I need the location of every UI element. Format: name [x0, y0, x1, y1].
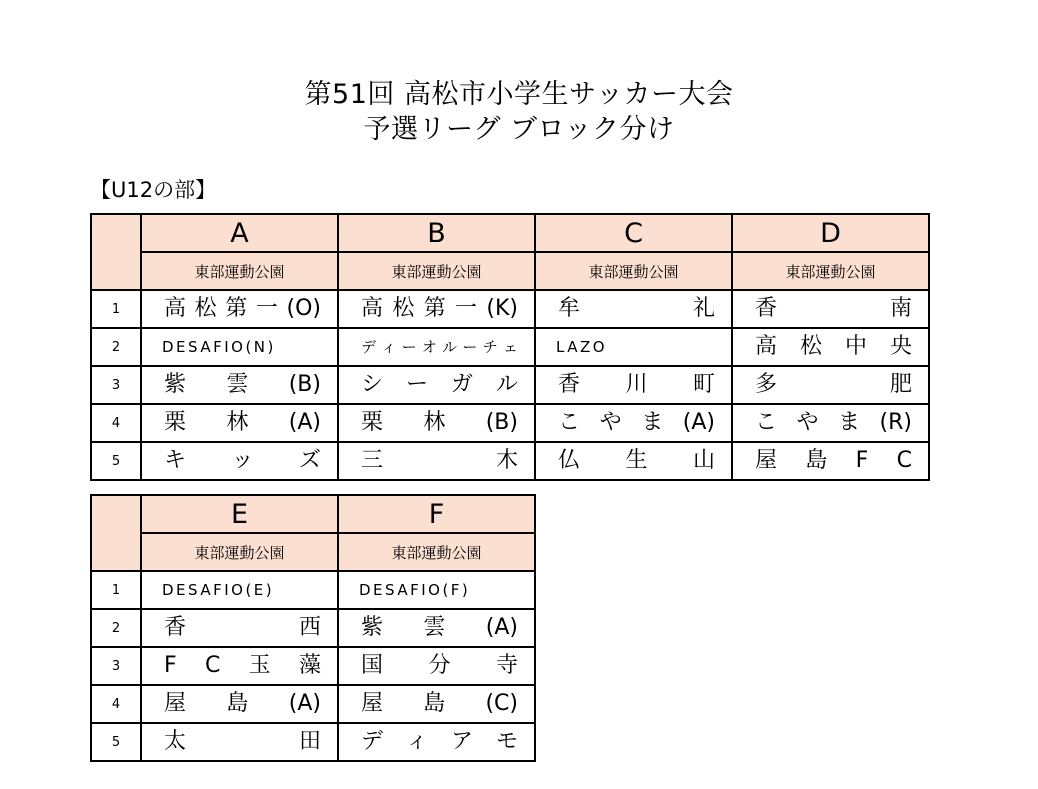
team-name-char: ー: [401, 338, 417, 356]
row-number: 5: [91, 442, 141, 480]
team-name: [339, 653, 534, 679]
team-name-char: 紫: [164, 372, 187, 397]
team-name: [339, 334, 534, 360]
team-name-char: 雲: [423, 615, 446, 640]
team-name-char: 香: [755, 296, 778, 321]
team-name-char: 央: [889, 334, 912, 359]
team-name-char: 第: [423, 296, 446, 321]
team-name-char: ッ: [231, 448, 254, 473]
team-row: [91, 366, 929, 404]
team-name: [733, 448, 928, 474]
team-name: [142, 653, 337, 679]
team-cell: [338, 685, 535, 723]
team-cell: [141, 685, 338, 723]
team-name-char: チ: [482, 338, 498, 356]
team-cell: [535, 404, 732, 442]
team-name-char: (B): [288, 372, 321, 397]
block-header-row: [91, 495, 535, 533]
team-name-char: 一: [455, 296, 478, 321]
team-name: [142, 448, 337, 474]
team-row: [91, 290, 929, 328]
row-number: 2: [91, 609, 141, 647]
team-row: [91, 571, 535, 609]
team-cell: [141, 404, 338, 442]
page-subtitle: 予選リーグ ブロック分け: [363, 114, 675, 145]
venue-label: 東部運動公園: [338, 252, 535, 290]
team-name-char: 三: [361, 448, 384, 473]
team-name: [733, 296, 928, 322]
team-name-char: や: [599, 410, 622, 435]
team-name-char: モ: [495, 729, 518, 754]
team-name-char: 島: [423, 691, 446, 716]
team-name-char: ィ: [405, 729, 428, 754]
team-name-char: オ: [421, 338, 437, 356]
team-name-char: ガ: [450, 372, 473, 397]
team-cell: [535, 366, 732, 404]
block-label: A: [141, 214, 338, 252]
team-name-char: (C): [485, 691, 518, 716]
team-cell: [535, 328, 732, 366]
team-cell: [338, 404, 535, 442]
team-cell: [338, 366, 535, 404]
row-number: 1: [91, 290, 141, 328]
team-name-char: 仏: [558, 448, 581, 473]
team-name: [339, 448, 534, 474]
page-title: 第51回 高松市小学生サッカー大会: [304, 79, 734, 110]
venue-label: 東部運動公園: [732, 252, 929, 290]
team-row: [91, 723, 535, 761]
block-label: D: [732, 214, 929, 252]
team-name: [733, 410, 928, 436]
team-name-char: 太: [164, 729, 187, 754]
team-cell: [338, 442, 535, 480]
team-row: [91, 685, 535, 723]
team-cell: [141, 609, 338, 647]
team-name-char: 玉: [248, 653, 271, 678]
team-name-char: 香: [558, 372, 581, 397]
team-name-char: (B): [485, 410, 518, 435]
team-name-char: F: [855, 448, 869, 473]
row-number: 5: [91, 723, 141, 761]
block-table-a-d: [90, 213, 930, 481]
team-name-char: こ: [558, 410, 581, 435]
team-name-char: (A): [288, 410, 321, 435]
team-name-char: (A): [682, 410, 715, 435]
team-row: [91, 404, 929, 442]
team-name-char: 肥: [889, 372, 912, 397]
block-label: E: [141, 495, 338, 533]
corner-cell: [91, 495, 141, 571]
team-name-char: 高: [361, 296, 384, 321]
team-name-char: デ: [361, 338, 377, 356]
team-name-char: C: [204, 653, 221, 678]
team-name: [142, 410, 337, 436]
team-name-char: 香: [164, 615, 187, 640]
team-name-char: 牟: [558, 296, 581, 321]
team-name-char: 西: [298, 615, 321, 640]
team-name-char: 屋: [361, 691, 384, 716]
team-cell: [732, 366, 929, 404]
team-cell: [535, 442, 732, 480]
team-name-char: ル: [442, 338, 458, 356]
venue-label: 東部運動公園: [141, 533, 338, 571]
team-name-char: (A): [288, 691, 321, 716]
team-name: DESAFIO(F): [359, 581, 471, 599]
row-number: 1: [91, 571, 141, 609]
team-name-char: 町: [692, 372, 715, 397]
team-cell: [141, 571, 338, 609]
team-name-char: ー: [405, 372, 428, 397]
block-header-row: [91, 214, 929, 252]
team-name-char: ェ: [502, 338, 518, 356]
team-name: [142, 296, 337, 322]
team-cell: [732, 442, 929, 480]
team-name-char: F: [164, 653, 177, 678]
team-name-char: ま: [641, 410, 664, 435]
team-name: [142, 615, 337, 641]
team-name-char: 礼: [692, 296, 715, 321]
team-cell: [141, 723, 338, 761]
team-name-char: ー: [462, 338, 478, 356]
team-name-char: 屋: [755, 448, 778, 473]
team-name-char: 藻: [298, 653, 321, 678]
team-row: [91, 647, 535, 685]
team-name-char: 栗: [361, 410, 384, 435]
team-name-char: C: [896, 448, 912, 473]
team-name-char: 紫: [361, 615, 384, 640]
team-name-char: (A): [485, 615, 518, 640]
team-name-char: ま: [838, 410, 861, 435]
team-cell: [338, 723, 535, 761]
block-label: B: [338, 214, 535, 252]
team-name: [733, 372, 928, 398]
team-cell: [141, 328, 338, 366]
team-name-char: 第: [225, 296, 248, 321]
team-name-char: 木: [495, 448, 518, 473]
team-name-char: 島: [226, 691, 249, 716]
team-name-char: 一: [255, 296, 278, 321]
team-name-char: 雲: [226, 372, 249, 397]
row-number: 3: [91, 647, 141, 685]
team-name-char: キ: [164, 448, 187, 473]
team-name: [536, 448, 731, 474]
corner-cell: [91, 214, 141, 290]
team-cell: [535, 290, 732, 328]
team-name-char: 南: [889, 296, 912, 321]
team-cell: [141, 290, 338, 328]
row-number: 3: [91, 366, 141, 404]
team-cell: [141, 442, 338, 480]
team-name: [142, 691, 337, 717]
team-cell: [141, 366, 338, 404]
team-name-char: 国: [361, 653, 384, 678]
team-cell: [338, 328, 535, 366]
row-number: 4: [91, 404, 141, 442]
block-label: C: [535, 214, 732, 252]
team-name-char: ズ: [298, 448, 321, 473]
venue-label: 東部運動公園: [338, 533, 535, 571]
team-name-char: 田: [298, 729, 321, 754]
team-name: [339, 729, 534, 755]
team-name-char: 分: [428, 653, 451, 678]
row-number: 4: [91, 685, 141, 723]
team-name-char: や: [796, 410, 819, 435]
block-table-e-f: [90, 494, 536, 762]
team-row: [91, 328, 929, 366]
team-name-char: デ: [361, 729, 384, 754]
team-name: [339, 410, 534, 436]
venue-label: 東部運動公園: [535, 252, 732, 290]
row-number: 2: [91, 328, 141, 366]
team-name-char: 高: [164, 296, 187, 321]
venue-row: [91, 252, 929, 290]
venue-label: 東部運動公園: [141, 252, 338, 290]
team-name-char: 松: [799, 334, 822, 359]
venue-row: [91, 533, 535, 571]
team-name-char: (O): [286, 296, 321, 321]
team-name: [733, 334, 928, 360]
team-name-char: シ: [361, 372, 384, 397]
team-name-char: 高: [755, 334, 778, 359]
team-name-char: 川: [625, 372, 648, 397]
team-name-char: 山: [692, 448, 715, 473]
team-name: [339, 691, 534, 717]
team-name-char: 島: [805, 448, 828, 473]
team-name-char: 生: [625, 448, 648, 473]
team-name-char: (K): [486, 296, 518, 321]
team-row: [91, 609, 535, 647]
team-name-char: こ: [755, 410, 778, 435]
team-name: [536, 296, 731, 322]
team-name-char: ル: [495, 372, 518, 397]
team-name: [339, 615, 534, 641]
team-name-char: 多: [755, 372, 778, 397]
team-name: [339, 296, 534, 322]
team-name: DESAFIO(E): [162, 581, 275, 599]
team-name-char: 寺: [495, 653, 518, 678]
team-name: [536, 372, 731, 398]
team-row: [91, 442, 929, 480]
team-cell: [338, 609, 535, 647]
team-cell: [338, 290, 535, 328]
team-name-char: 松: [392, 296, 415, 321]
team-cell: [732, 290, 929, 328]
team-cell: [338, 647, 535, 685]
team-name: LAZO: [556, 338, 608, 356]
team-cell: [141, 647, 338, 685]
block-label: F: [338, 495, 535, 533]
team-name-char: 屋: [164, 691, 187, 716]
team-name-char: 林: [226, 410, 249, 435]
team-name-char: (R): [879, 410, 912, 435]
team-name-char: 松: [194, 296, 217, 321]
team-name: DESAFIO(N): [162, 338, 276, 356]
team-name: [339, 372, 534, 398]
team-cell: [338, 571, 535, 609]
section-heading: 【U12の部】: [90, 178, 217, 202]
team-name-char: ィ: [381, 338, 397, 356]
team-name-char: 中: [844, 334, 867, 359]
team-name-char: 栗: [164, 410, 187, 435]
team-name-char: ア: [450, 729, 473, 754]
team-name: [536, 410, 731, 436]
team-cell: [732, 404, 929, 442]
team-name: [142, 729, 337, 755]
team-name-char: 林: [423, 410, 446, 435]
team-name: [142, 372, 337, 398]
team-cell: [732, 328, 929, 366]
